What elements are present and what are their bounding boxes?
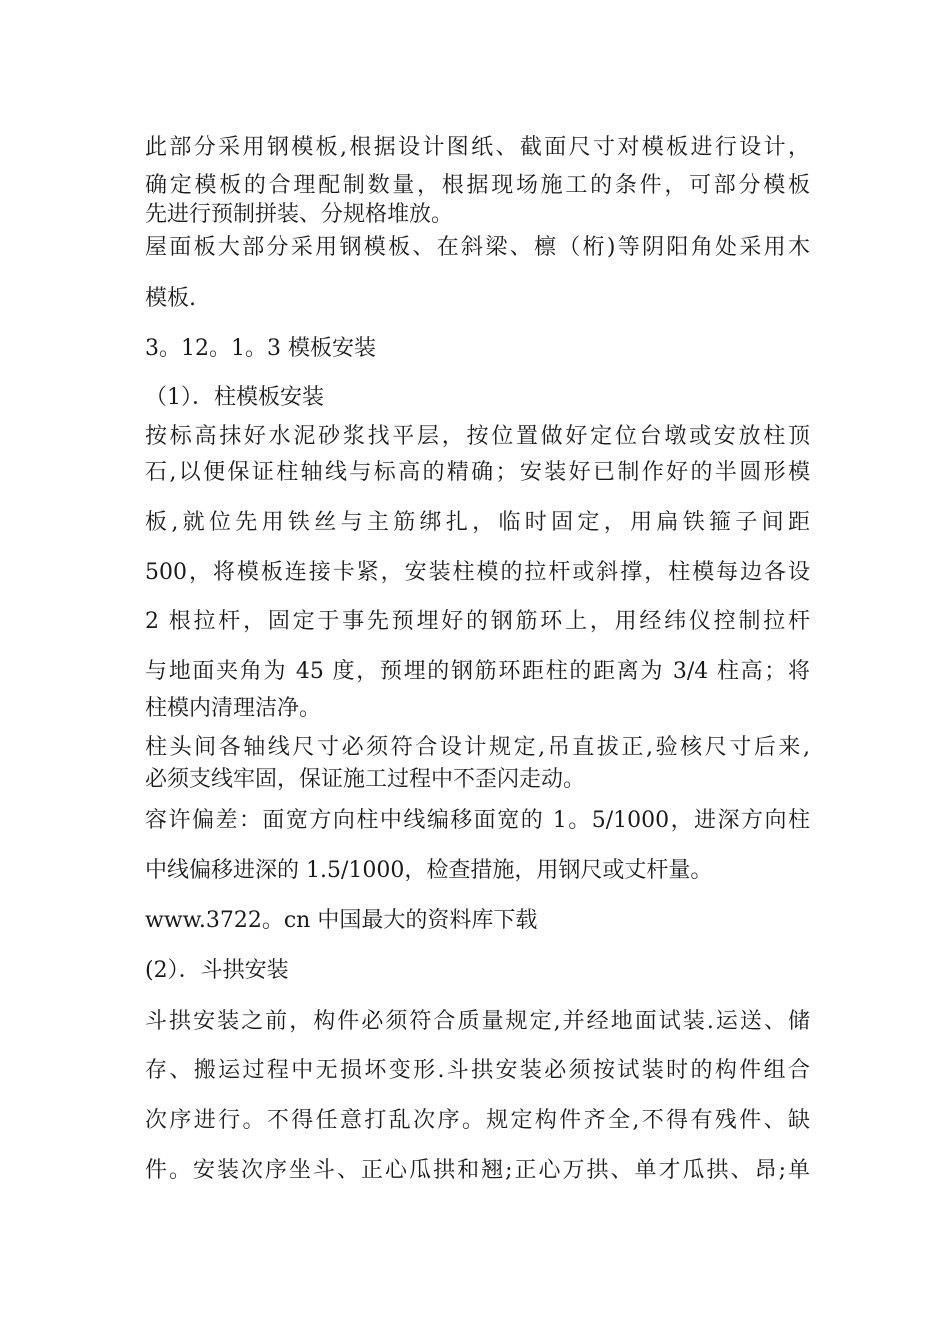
- text-line: 模板.: [145, 286, 196, 311]
- text-line: 先进行预制拼装、分规格堆放。: [145, 202, 454, 227]
- text-line: 斗拱安装之前，构件必须符合质量规定,并经地面试装.运送、储: [145, 1009, 810, 1034]
- text-line: 此部分采用钢模板,根据设计图纸、截面尺寸对模板进行设计，: [145, 135, 810, 160]
- text-line: 500，将模板连接卡紧，安装柱模的拉杆或斜撑，柱模每边各设: [145, 560, 810, 585]
- text-line: 件。安装次序坐斗、正心瓜拱和翘;正心万拱、单才瓜拱、昂;单: [145, 1158, 810, 1183]
- text-line: 存、搬运过程中无损坏变形.斗拱安装必须按试装时的构件组合: [145, 1058, 810, 1083]
- text-line: 按标高抹好水泥砂浆找平层，按位置做好定位台墩或安放柱顶: [145, 424, 810, 449]
- text-line: 中线偏移进深的 1.5/1000，检查措施，用钢尺或丈杆量。: [145, 858, 713, 883]
- text-line: 石,以便保证柱轴线与标高的精确；安装好已制作好的半圆形模: [145, 460, 810, 485]
- text-line: 柱模内清理洁净。: [145, 696, 322, 721]
- text-line: 屋面板大部分采用钢模板、在斜梁、檩（桁)等阴阳角处采用木: [145, 235, 810, 260]
- text-line: 柱头间各轴线尺寸必须符合设计规定,吊直拔正,验核尺寸后来,: [145, 735, 810, 760]
- text-line: www.3722。cn 中国最大的资料库下载: [145, 908, 538, 933]
- text-line: 板,就位先用铁丝与主筋绑扎，临时固定，用扁铁箍子间距: [145, 510, 810, 535]
- subsection-heading: (2）．斗拱安装: [145, 958, 289, 983]
- subsection-heading: （1）．柱模板安装: [145, 385, 324, 410]
- text-line: 必须支线牢固，保证施工过程中不歪闪走动。: [145, 767, 586, 792]
- text-line: 容许偏差：面宽方向柱中线编移面宽的 1。5/1000，进深方向柱: [145, 808, 810, 833]
- text-line: 次序进行。不得任意打乱次序。规定构件齐全,不得有残件、缺: [145, 1108, 810, 1133]
- section-heading: 3。12。1。3 模板安装: [145, 336, 376, 361]
- text-line: 与地面夹角为 45 度，预埋的钢筋环距柱的距离为 3/4 柱高；将: [145, 659, 810, 684]
- text-line: 2 根拉杆，固定于事先预埋好的钢筋环上，用经纬仪控制拉杆: [145, 609, 810, 634]
- text-line: 确定模板的合理配制数量，根据现场施工的条件，可部分模板: [145, 173, 810, 198]
